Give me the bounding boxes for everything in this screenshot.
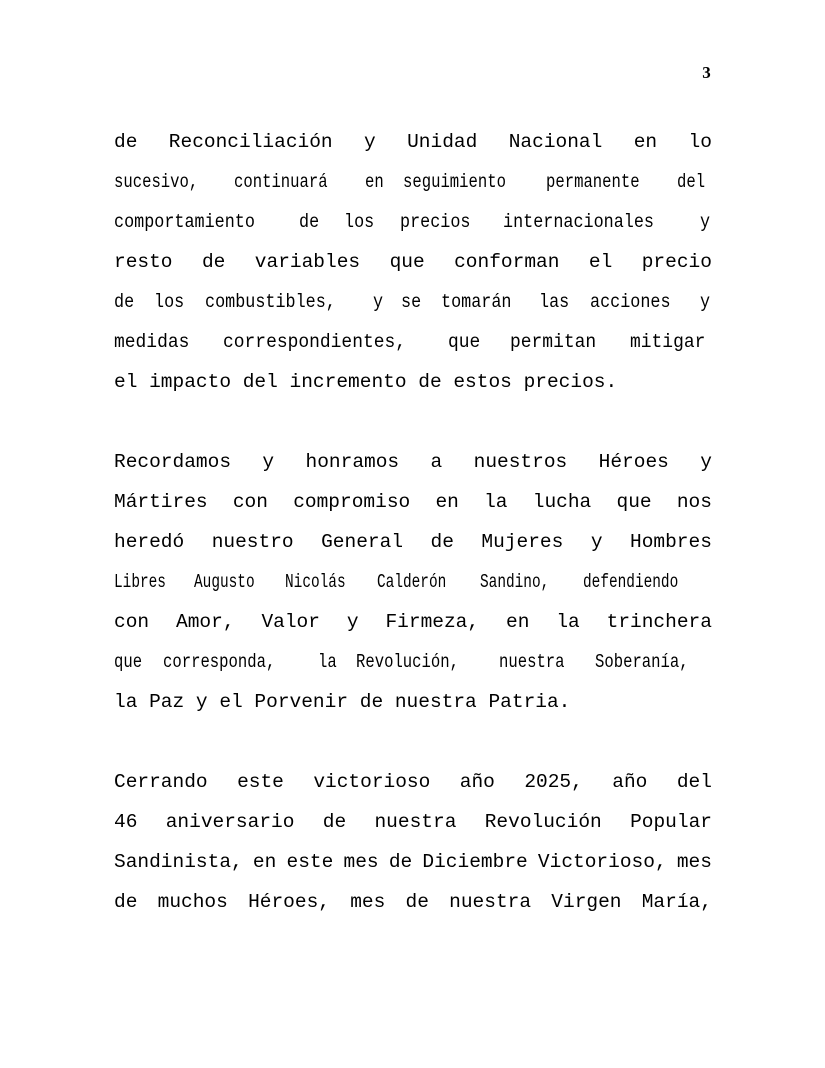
word: y: [590, 531, 603, 553]
word: conforman: [454, 251, 560, 273]
word: de: [299, 211, 320, 233]
paragraph: [114, 122, 712, 402]
paragraph: [114, 762, 712, 922]
word: Firmeza,: [385, 611, 480, 633]
word: las: [539, 291, 570, 313]
word: aniversario: [165, 811, 295, 833]
word: en: [633, 131, 658, 153]
word: los: [153, 291, 184, 313]
word: con: [114, 611, 150, 633]
word: María,: [641, 891, 712, 913]
text-line: [114, 842, 712, 882]
word: 46: [114, 811, 138, 833]
word: que: [114, 651, 143, 673]
word: en: [506, 611, 530, 633]
word: tomarán: [440, 291, 512, 313]
word: mes: [343, 851, 379, 873]
word: Revolución,: [355, 651, 459, 673]
word: Diciembre: [422, 851, 528, 873]
word: comportamiento: [114, 211, 255, 233]
word: 2025,: [524, 771, 583, 793]
word: y: [346, 611, 359, 633]
word: de: [114, 131, 138, 153]
text-line: [114, 362, 712, 402]
word: nuestra: [449, 891, 532, 913]
line-text: la Paz y el Porvenir de nuestra Patria.: [114, 691, 571, 713]
word: y: [364, 131, 376, 153]
word: General: [321, 531, 404, 553]
word: Mártires: [114, 491, 208, 513]
page-number: 3: [702, 63, 711, 82]
word: este: [237, 771, 284, 793]
word: Sandinista,: [114, 851, 243, 873]
word: de: [430, 531, 454, 553]
word: victorioso: [313, 771, 431, 793]
word: lo: [688, 131, 712, 153]
word: lucha: [532, 491, 592, 513]
word: compromiso: [293, 491, 411, 513]
word: de: [405, 891, 429, 913]
word: Sandino,: [480, 571, 550, 593]
word: del: [676, 171, 705, 193]
word: Mujeres: [481, 531, 564, 553]
word: año: [459, 771, 495, 793]
word: Popular: [630, 811, 712, 833]
word: Calderón: [376, 571, 447, 593]
word: acciones: [590, 291, 671, 313]
word: mes: [676, 851, 712, 873]
word: medidas: [114, 331, 190, 353]
word: continuará: [233, 171, 328, 193]
word: Augusto: [193, 571, 255, 593]
word: del: [676, 771, 712, 793]
word: se: [401, 291, 422, 313]
word: y: [700, 291, 711, 313]
word: nos: [676, 491, 712, 513]
word: que: [448, 331, 481, 353]
word: con: [232, 491, 268, 513]
word: que: [616, 491, 652, 513]
word: Reconciliación: [168, 131, 333, 153]
text-line: [114, 762, 712, 802]
word: Soberanía,: [594, 651, 689, 673]
text-line: [114, 642, 712, 682]
word: Amor,: [176, 611, 235, 633]
word: y: [700, 451, 712, 473]
word: precio: [641, 251, 712, 273]
word: honramos: [305, 451, 400, 473]
word: en: [252, 851, 277, 873]
word: mes: [350, 891, 386, 913]
word: el: [588, 251, 613, 273]
word: y: [262, 451, 275, 473]
word: nuestra: [374, 811, 457, 833]
word: Virgen: [551, 891, 622, 913]
word: Héroes,: [248, 891, 330, 913]
word: muchos: [157, 891, 228, 913]
word: los: [343, 211, 375, 233]
text-line: [114, 562, 712, 602]
word: mitigar: [630, 331, 706, 353]
word: a: [430, 451, 443, 473]
word: variables: [254, 251, 361, 273]
word: nuestra: [498, 651, 565, 673]
text-line: [114, 202, 712, 242]
word: trinchera: [606, 611, 712, 633]
word: resto: [114, 251, 173, 273]
word: Nacional: [508, 131, 603, 153]
word: en: [435, 491, 459, 513]
word: Héroes: [598, 451, 669, 473]
word: nuestros: [473, 451, 568, 473]
word: de: [322, 811, 347, 833]
word: la: [484, 491, 508, 513]
text-line: [114, 522, 712, 562]
word: de: [114, 291, 135, 313]
paragraph: [114, 442, 712, 722]
word: la: [318, 651, 337, 673]
word: Libres: [114, 571, 166, 593]
text-line: [114, 602, 712, 642]
word: sucesivo,: [114, 171, 199, 193]
text-line: [114, 802, 712, 842]
word: correspondientes,: [222, 331, 406, 353]
text-line: [114, 442, 712, 482]
word: este: [286, 851, 334, 873]
word: Nicolás: [285, 571, 346, 593]
word: combustibles,: [204, 291, 336, 313]
text-line: [114, 122, 712, 162]
word: permitan: [509, 331, 596, 353]
word: internacionales: [503, 211, 655, 233]
word: y: [373, 291, 384, 313]
word: Recordamos: [114, 451, 232, 473]
word: que: [389, 251, 425, 273]
word: corresponda,: [163, 651, 276, 673]
word: y: [700, 211, 711, 233]
word: año: [612, 771, 648, 793]
document-body: [114, 122, 712, 922]
word: Valor: [261, 611, 320, 633]
word: de: [114, 891, 138, 913]
text-line: [114, 482, 712, 522]
text-line: [114, 282, 712, 322]
text-line: [114, 162, 712, 202]
word: en: [364, 171, 384, 193]
word: Hombres: [630, 531, 712, 553]
line-text: el impacto del incremento de estos precios.: [114, 371, 618, 393]
text-line: [114, 682, 712, 722]
word: Unidad: [407, 131, 478, 153]
text-line: [114, 242, 712, 282]
word: Victorioso,: [537, 851, 667, 873]
word: nuestro: [211, 531, 294, 553]
word: heredó: [114, 531, 185, 553]
word: la: [556, 611, 580, 633]
word: Cerrando: [114, 771, 208, 793]
word: de: [201, 251, 226, 273]
word: precios: [400, 211, 471, 233]
word: Revolución: [484, 811, 602, 833]
word: permanente: [545, 171, 640, 193]
word: defendiendo: [583, 571, 679, 593]
word: seguimiento: [402, 171, 506, 193]
word: de: [388, 851, 413, 873]
text-line: [114, 882, 712, 922]
text-line: [114, 322, 712, 362]
